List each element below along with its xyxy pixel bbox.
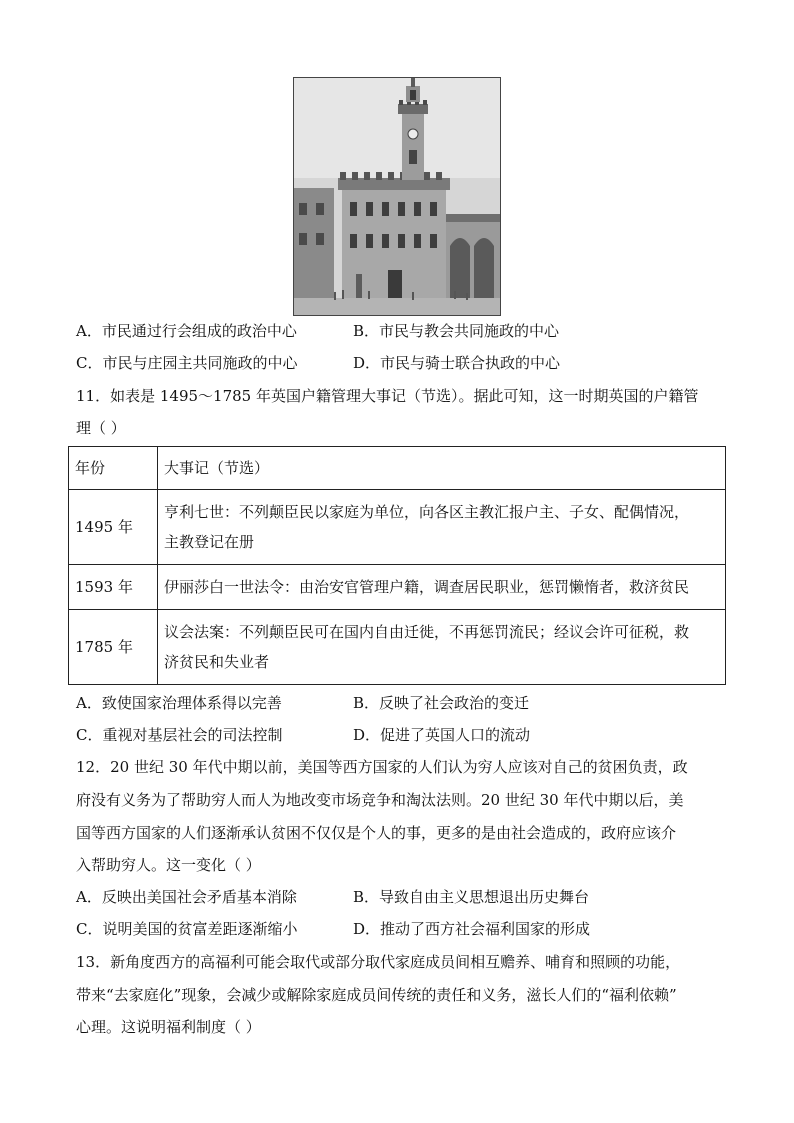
table-row: [69, 610, 726, 685]
table-cell-event: [158, 490, 726, 565]
q11-option-d: D．促进了英国人口的流动: [353, 726, 531, 744]
q13-stem-line: 13．新角度西方的高福利可能会取代或部分取代家庭成员间相互赡养、哺育和照顾的功能，: [76, 953, 681, 971]
event-text-line: 伊丽莎白一世法令：由治安官管理户籍，调查居民职业，惩罚懒惰者，救济贫民: [164, 578, 690, 596]
event-text-line: 议会法案：不列颠臣民可在国内自由迁徙，不再惩罚流民；经议会许可征税，救: [164, 623, 690, 641]
event-text-line: 主教登记在册: [164, 533, 255, 551]
event-text-line: 济贫民和失业者: [164, 653, 270, 671]
q12-stem-line: 入帮助穷人。这一变化（ ）: [76, 856, 261, 874]
table-header-row: [69, 447, 726, 490]
q12-option-b: B．导致自由主义思想退出历史舞台: [353, 888, 590, 906]
table-cell-year: 1495 年: [69, 490, 158, 565]
q10-option-a: A．市民通过行会组成的政治中心: [76, 322, 297, 340]
q12-stem-line: 国等西方国家的人们逐渐承认贫困不仅仅是个人的事，更多的是由社会造成的，政府应该介: [76, 824, 677, 842]
table-cell-event: [158, 565, 726, 610]
q10-option-c: C．市民与庄园主共同施政的中心: [76, 354, 298, 372]
q10-option-d: D．市民与骑士联合执政的中心: [353, 354, 561, 372]
q11-option-b: B．反映了社会政治的变迁: [353, 694, 530, 712]
palazzo-vecchio-photo: [293, 77, 501, 316]
q11-stem-line-1: 11．如表是 1495～1785 年英国户籍管理大事记（节选）。据此可知，这一时期英国的户籍管: [76, 387, 699, 405]
household-registry-table: [68, 446, 726, 685]
table-header-events: 大事记（节选）: [158, 447, 726, 490]
table-header-year: 年份: [69, 447, 158, 490]
q12-stem-line: 12．20 世纪 30 年代中期以前，美国等西方国家的人们认为穷人应该对自己的贫困负责，政: [76, 758, 688, 776]
table-cell-year: 1593 年: [69, 565, 158, 610]
q13-stem-line: 心理。这说明福利制度（ ）: [76, 1018, 261, 1036]
table-cell-year: 1785 年: [69, 610, 158, 685]
q12-option-d: D．推动了西方社会福利国家的形成: [353, 920, 591, 938]
q11-option-c: C．重视对基层社会的司法控制: [76, 726, 283, 744]
q10-option-b: B．市民与教会共同施政的中心: [353, 322, 560, 340]
q13-stem-line: 带来“去家庭化”现象，会减少或解除家庭成员间传统的责任和义务，滋长人们的“福利依赖”: [76, 986, 677, 1004]
table-cell-event: [158, 610, 726, 685]
table-row: [69, 490, 726, 565]
event-text-line: 亨利七世：不列颠臣民以家庭为单位，向各区主教汇报户主、子女、配偶情况，: [164, 503, 690, 521]
table-row: [69, 565, 726, 610]
q11-stem-line-2: 理（ ）: [76, 419, 126, 437]
q12-option-a: A．反映出美国社会矛盾基本消除: [76, 888, 297, 906]
q11-option-a: A．致使国家治理体系得以完善: [76, 694, 282, 712]
q12-stem-line: 府没有义务为了帮助穷人而人为地改变市场竞争和淘汰法则。20 世纪 30 年代中期以后，美: [76, 791, 684, 809]
q12-option-c: C．说明美国的贫富差距逐渐缩小: [76, 920, 298, 938]
